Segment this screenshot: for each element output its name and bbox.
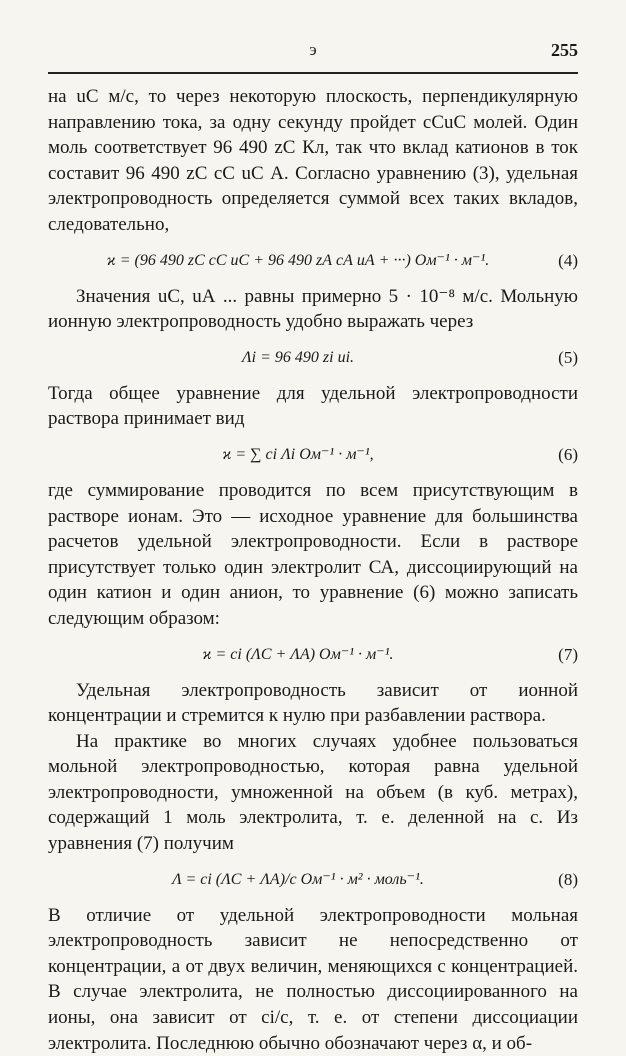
header-rule [48, 72, 578, 74]
paragraph-7: В отличие от удельной электропроводности мольная электропроводность зависит не непосредственно от концентрации, а от двух величин, меняющихся с концентрацией. В случае электролита, не полностью диссоциированного на ионы, она зависит от ci/c, т. е. от степени диссоциации электролита. Последнюю обычно обозначают через α, и об- [48, 904, 578, 1054]
equation-6 [48, 432, 578, 478]
equation-4-formula: ϰ = (96 490 zС cС uС + 96 490 zА cА uА + ···) Ом⁻¹ · м⁻¹. [106, 251, 490, 269]
paragraph-3: Тогда общее уравнение для удельной электропроводности раствора принимает вид [48, 382, 578, 430]
equation-8-formula: Λ = ci (ΛС + ΛА)/c Ом⁻¹ · м² · моль⁻¹. [172, 870, 424, 888]
equation-8 [48, 857, 578, 903]
equation-5-number: (5) [558, 347, 578, 367]
paragraph-2: Значения uС, uА ... равны примерно 5 · 10⁻⁸ м/с. Мольную ионную электропроводность удобно выражать через [48, 285, 578, 333]
page-number: 255 [551, 40, 578, 60]
paragraph-1: на uС м/с, то через некоторую плоскость, перпендикулярную направлению тока, за одну секунду пройдет cСuС молей. Один моль соответствует 96 490 zС Кл, так что вклад катионов в ток составит 96 490 zС cС uС А. Согласно уравнению (3), удельная электропроводность определяется суммой всех таких вкладов, следовательно, [48, 86, 578, 235]
equation-8-number: (8) [558, 869, 578, 889]
equation-6-formula: ϰ = ∑ ci Λi Ом⁻¹ · м⁻¹, [222, 446, 374, 464]
equation-7-number: (7) [558, 644, 578, 664]
paragraph-6: На практике во многих случаях удобнее пользоваться мольной электропроводностью, которая равна удельной электропроводности, умноженной на объем (в куб. метрах), содержащий 1 моль электролита, т. е. деленной на c. Из уравнения (7) получим [48, 730, 578, 855]
page-header [48, 40, 578, 64]
equation-6-number: (6) [558, 445, 578, 465]
equation-4-number: (4) [558, 250, 578, 270]
header-mark: э [309, 40, 317, 59]
equation-5 [48, 335, 578, 381]
equation-5-formula: Λi = 96 490 zi ui. [241, 348, 355, 366]
page-body [48, 84, 578, 1056]
paragraph-5: Удельная электропроводность зависит от ионной концентрации и стремится к нулю при разбавлении раствора. [48, 679, 578, 727]
equation-7 [48, 632, 578, 678]
equation-4 [48, 238, 578, 284]
paragraph-4: где суммирование проводится по всем присутствующим в растворе ионам. Это — исходное уравнение для большинства расчетов удельной электропроводности. Если в растворе присутствует только один электролит СА, диссоциирующий на один катион и один анион, то уравнение (6) можно записать следующим образом: [48, 479, 578, 629]
equation-7-formula: ϰ = ci (ΛС + ΛА) Ом⁻¹ · м⁻¹. [202, 645, 394, 663]
